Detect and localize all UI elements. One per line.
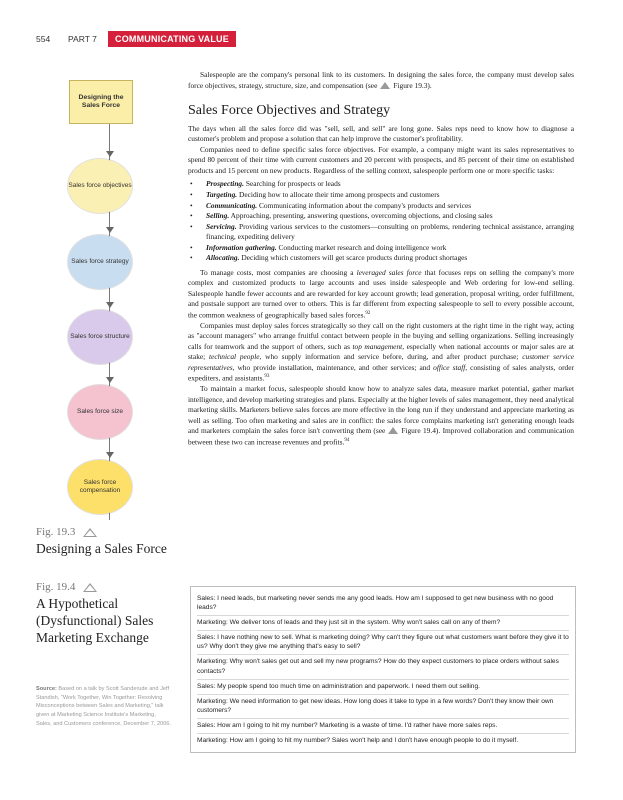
list-item <box>188 190 574 201</box>
figure-source-note <box>36 685 171 728</box>
figure-link-icon[interactable] <box>83 583 97 592</box>
text-run: especially when national accounts or major sales are at stake; <box>188 341 574 362</box>
list-item <box>188 222 574 243</box>
arrow-down-icon <box>106 377 114 383</box>
text-run: To maintain a market focus, salespeople should know how to analyze sales data, measure market potential, gather market intelligence, and develop marketing strategies and plans. Especially at the higher levels of sales management, they need analytical marketing skills. Marketers believe sales forces are more effective in the long run if they understand and appreciate marketing as well as selling. Too often marketing and sales are in conflict: the sales force complains marketing isn't generating enough leads and marketers complain the sales force isn't converting them (see <box>188 384 574 436</box>
list-item <box>188 253 574 264</box>
footnote-ref[interactable]: 92 <box>365 310 371 316</box>
main-text-column <box>188 70 574 448</box>
flowchart-step-compensation: Sales force compensation <box>68 460 132 514</box>
task-text: Providing various services to the customers—consulting on problems, rendering technical assistance, arranging financing, expediting delivery <box>206 221 574 242</box>
text-run: consisting of sales analysts, order expediters, and assistants. <box>188 362 574 383</box>
text-run: Companies must deploy sales forces strategically so they call on the right customers at the right time in the right way, acting as "account managers" who arrange fruitful contact between people in the buying and selling organizations. Selling increasingly calls for teamwork and the support of others, such as <box>188 320 574 351</box>
flowchart-step-strategy: Sales force strategy <box>68 235 132 289</box>
exchange-line: Sales: I have nothing new to sell. What is marketing doing? Why can't they figure out what customers want before they give it to us? Why don't they give me anything that's easy to sell? <box>197 631 569 655</box>
task-text: Searching for prospects or leads <box>245 179 341 189</box>
task-text: Approaching, presenting, answering questions, overcoming objections, and closing sales <box>230 211 493 221</box>
flowchart-step-size: Sales force size <box>68 385 132 439</box>
list-item <box>188 211 574 222</box>
exchange-line: Sales: I need leads, but marketing never sends me any good leads. How am I supposed to get new business with no good leads? <box>197 592 569 616</box>
task-term: Selling. <box>206 211 230 221</box>
task-term: Prospecting. <box>206 179 244 189</box>
arrow-down-icon <box>106 227 114 233</box>
task-text: Conducting market research and doing intelligence work <box>278 242 447 252</box>
intro-text: Salespeople are the company's personal link to its customers. In designing the sales force, the company must develop sales force objectives, strategy, structure, size, and compensation (see <box>188 70 574 90</box>
body-paragraph <box>188 321 574 385</box>
figure-title: A Hypothetical (Dysfunctional) Sales Marketing Exchange <box>36 596 154 645</box>
body-paragraph <box>188 268 574 321</box>
list-item <box>188 201 574 212</box>
task-term: Servicing. <box>206 221 237 231</box>
body-paragraph: Companies need to define specific sales force objectives. For example, a company might want its sales representatives to spend 80 percent of their time with current customers and 20 percent with prospects, and 85 percent of their time on established products and 15 percent on new products. Regardless of the selling context, salespeople perform one or more specific tasks: <box>188 144 574 175</box>
task-text: Communicating information about the company's products and services <box>259 200 472 210</box>
emphasis: technical people, <box>209 352 262 362</box>
emphasis: office staff, <box>433 362 468 372</box>
flowchart-step-objectives: Sales force objectives <box>68 159 132 213</box>
intro-paragraph <box>188 70 574 91</box>
task-term: Allocating. <box>206 253 240 263</box>
task-text: Deciding which customers will get scarce products during product shortages <box>241 253 468 263</box>
figure-link-icon[interactable] <box>388 427 398 434</box>
footnote-ref[interactable]: 94 <box>344 437 350 443</box>
emphasis: top management, <box>352 341 405 351</box>
figure-title: Designing a Sales Force <box>36 541 167 556</box>
sales-tasks-list <box>188 179 574 263</box>
body-paragraph: The days when all the sales force did was "sell, sell, and sell" are long gone. Sales reps need to know how to diagnose a customer's problem and propose a solution that can help improve the customer's profitability. <box>188 123 574 144</box>
running-header <box>36 30 236 48</box>
task-text: Deciding how to allocate their time among prospects and customers <box>239 190 440 199</box>
section-heading: Sales Force Objectives and Strategy <box>188 103 391 119</box>
exchange-line: Marketing: How am I going to hit my number? Sales won't help and I don't have enough people to do it myself. <box>197 737 519 745</box>
text-run: that focuses reps on selling the company's more complex and customized products to large accounts and uses inside salespeople and Web ordering for low-end selling. Salespeople handle fewer accounts and are rewarded for key account growth; lead generation, proposal writing, order fulfillment, and postsale support are turned over to others. This is far different from expecting salespeople to sell to every possible account, the common weakness of geographically based sales forces. <box>188 267 574 320</box>
figure-caption-19-3 <box>36 526 186 558</box>
figure-link-icon[interactable] <box>380 82 390 89</box>
arrow-down-icon <box>106 302 114 308</box>
text-run: To manage costs, most companies are choosing a <box>200 267 354 277</box>
task-term: Information gathering. <box>206 242 277 252</box>
sales-force-flowchart <box>64 80 156 520</box>
source-text: Based on a talk by Scott Sanderude and Jeff Standish, "Work Together, Win Together: Resolving Misconceptions between Sales and Marketing," talk given at Marketing Science Institute's Marketing, Sales, and Customers conference, December 7, 2006. <box>36 686 171 727</box>
exchange-line: Sales: How am I going to hit my number? Marketing is a waste of time. I'd rather have more sales reps. <box>197 719 569 734</box>
list-item <box>188 243 574 254</box>
task-term: Communicating. <box>206 200 258 210</box>
footnote-ref[interactable]: 93 <box>264 374 270 380</box>
figure-number: Fig. 19.3 <box>36 526 76 538</box>
page-number: 554 <box>36 34 51 44</box>
figure-link-icon[interactable] <box>83 528 97 537</box>
intro-figure-ref: Figure 19.3). <box>393 80 432 90</box>
arrow-down-icon <box>106 452 114 458</box>
section-title-banner: COMMUNICATING VALUE <box>108 31 236 47</box>
text-run: who supply information and service before, during, and after product purchase; <box>265 352 519 362</box>
arrow-down-icon <box>106 151 114 157</box>
sales-marketing-exchange-box <box>190 586 576 753</box>
flowchart-step-structure: Sales force structure <box>68 310 132 364</box>
emphasis: leveraged sales force <box>356 267 422 277</box>
source-label: Source: <box>36 686 57 692</box>
emphasis: customer service representatives, <box>188 352 574 372</box>
figure-caption-19-4 <box>36 581 186 647</box>
exchange-line: Marketing: We need information to get new ideas. How long does it take to type in a few words? Don't they know their own customers? <box>197 695 569 719</box>
list-item <box>188 179 574 190</box>
task-term: Targeting. <box>206 190 238 199</box>
figure-number: Fig. 19.4 <box>36 581 76 593</box>
text-run: Figure 19.4). Improved collaboration and communication between these two can increase revenues and profits. <box>188 426 574 447</box>
exchange-line: Marketing: We deliver tons of leads and they just sit in the system. Why won't sales call on any of them? <box>197 616 569 631</box>
exchange-line: Sales: My people spend too much time on administration and paperwork. I need them out selling. <box>197 680 569 695</box>
exchange-line: Marketing: Why won't sales get out and sell my new programs? How do they expect customers to place orders without sales contacts? <box>197 655 569 679</box>
part-label: PART 7 <box>68 34 97 44</box>
flowchart-top-box: Designing the Sales Force <box>69 80 133 124</box>
body-paragraph <box>188 384 574 448</box>
text-run: who provide installation, maintenance, and other services; and <box>237 362 431 372</box>
